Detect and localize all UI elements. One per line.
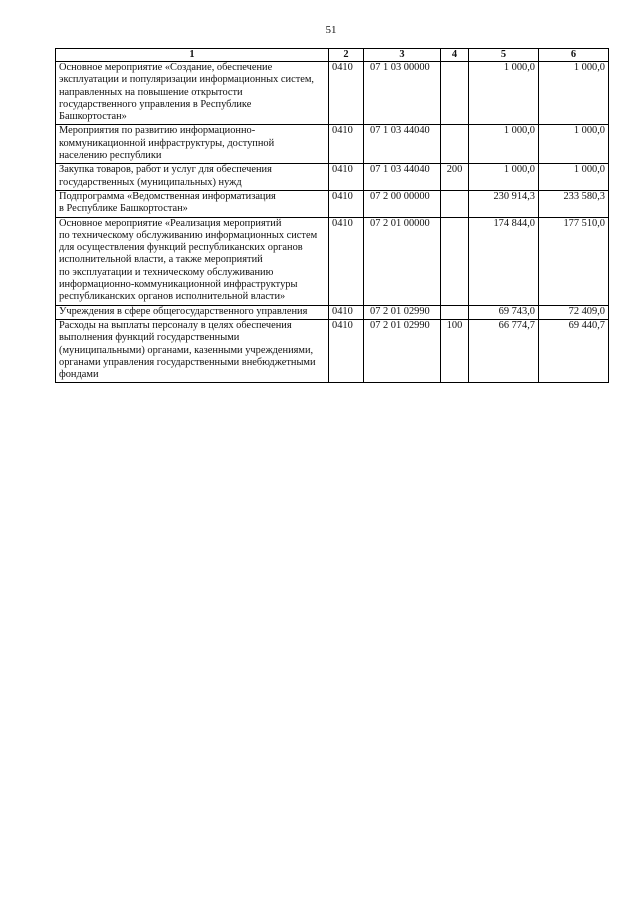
table-row <box>56 190 609 217</box>
row-code: 07 1 03 44040 <box>364 164 441 191</box>
row-sum-2: 233 580,3 <box>539 190 609 217</box>
table-row <box>56 125 609 164</box>
row-sum-2: 1 000,0 <box>539 125 609 164</box>
row-code: 07 2 01 00000 <box>364 217 441 305</box>
row-sum-2: 69 440,7 <box>539 319 609 382</box>
row-sum-1: 1 000,0 <box>469 62 539 125</box>
row-name: Основное мероприятие «Реализация мероприятий по техническому обслуживанию информационных систем для осуществления функций республиканских органов исполнительной власти, а также мероприятий по эксплуатации и техническому обслуживанию информационно-коммуникационной инфраструктуры республиканских органов исполнительной власти» <box>56 217 329 305</box>
row-sum-2: 1 000,0 <box>539 164 609 191</box>
row-expense-type <box>441 305 469 319</box>
budget-table <box>55 48 609 383</box>
table-row <box>56 164 609 191</box>
row-code: 07 2 00 00000 <box>364 190 441 217</box>
row-section: 0410 <box>329 164 364 191</box>
row-section: 0410 <box>329 217 364 305</box>
row-sum-1: 1 000,0 <box>469 125 539 164</box>
row-sum-1: 66 774,7 <box>469 319 539 382</box>
row-section: 0410 <box>329 125 364 164</box>
row-code: 07 1 03 44040 <box>364 125 441 164</box>
row-expense-type: 200 <box>441 164 469 191</box>
header-col-5: 5 <box>469 49 539 62</box>
table-row <box>56 217 609 305</box>
row-expense-type: 100 <box>441 319 469 382</box>
table-row <box>56 62 609 125</box>
row-sum-1: 1 000,0 <box>469 164 539 191</box>
row-name: Расходы на выплаты персоналу в целях обеспечения выполнения функций государственными (муниципальными) органами, казенными учреждениями, органами управления государственными внебюджетными фондами <box>56 319 329 382</box>
row-sum-1: 230 914,3 <box>469 190 539 217</box>
row-sum-2: 1 000,0 <box>539 62 609 125</box>
row-expense-type <box>441 125 469 164</box>
row-expense-type <box>441 217 469 305</box>
header-col-1: 1 <box>56 49 329 62</box>
header-col-3: 3 <box>364 49 441 62</box>
table-row <box>56 319 609 382</box>
table-row <box>56 305 609 319</box>
row-sum-2: 177 510,0 <box>539 217 609 305</box>
row-section: 0410 <box>329 190 364 217</box>
row-section: 0410 <box>329 62 364 125</box>
header-col-4: 4 <box>441 49 469 62</box>
row-sum-2: 72 409,0 <box>539 305 609 319</box>
page-number: 51 <box>325 24 337 36</box>
row-name: Учреждения в сфере общегосударственного управления <box>56 305 329 319</box>
row-name: Основное мероприятие «Создание, обеспечение эксплуатации и популяризации информационных систем, направленных на повышение открытости государственного управления в Республике Башкортостан» <box>56 62 329 125</box>
table-header-row <box>56 49 609 62</box>
row-sum-1: 69 743,0 <box>469 305 539 319</box>
row-expense-type <box>441 62 469 125</box>
row-expense-type <box>441 190 469 217</box>
header-col-2: 2 <box>329 49 364 62</box>
row-section: 0410 <box>329 305 364 319</box>
row-name: Закупка товаров, работ и услуг для обеспечения государственных (муниципальных) нужд <box>56 164 329 191</box>
row-code: 07 2 01 02990 <box>364 305 441 319</box>
header-col-6: 6 <box>539 49 609 62</box>
row-name: Подпрограмма «Ведомственная информатизация в Республике Башкортостан» <box>56 190 329 217</box>
row-sum-1: 174 844,0 <box>469 217 539 305</box>
row-name: Мероприятия по развитию информационно- коммуникационной инфраструктуры, доступной населению республики <box>56 125 329 164</box>
row-code: 07 2 01 02990 <box>364 319 441 382</box>
row-section: 0410 <box>329 319 364 382</box>
row-code: 07 1 03 00000 <box>364 62 441 125</box>
